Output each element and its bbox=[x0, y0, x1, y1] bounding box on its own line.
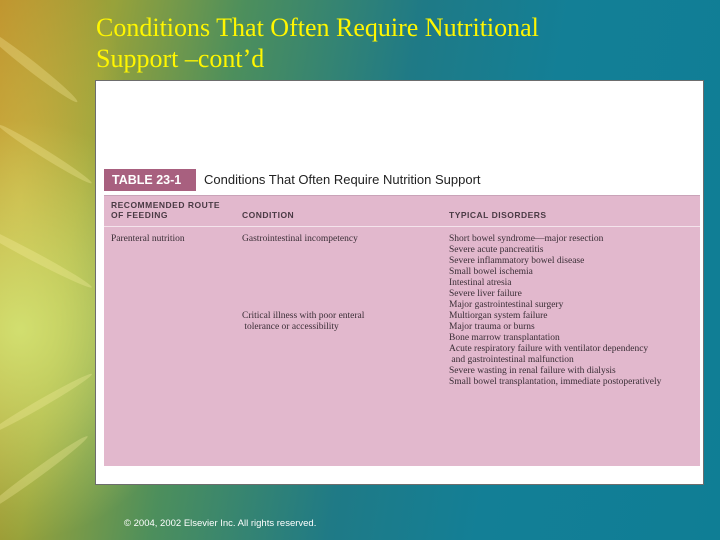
disorder-item: Short bowel syndrome—major resection bbox=[449, 234, 604, 244]
table-heading bbox=[104, 169, 700, 197]
disorder-item: Bone marrow transplantation bbox=[449, 333, 560, 343]
disorders-list bbox=[449, 234, 661, 388]
disorder-item: Major trauma or burns bbox=[449, 322, 535, 332]
disorder-item: Small bowel transplantation, immediate postoperatively bbox=[449, 377, 662, 387]
header-divider bbox=[104, 226, 700, 227]
copyright-notice: © 2004, 2002 Elsevier Inc. All rights reserved. bbox=[124, 518, 317, 529]
condition-cell-2 bbox=[242, 311, 364, 333]
column-header-route-line-2: OF FEEDING bbox=[111, 210, 168, 220]
table-body bbox=[104, 196, 700, 466]
condition-cell-2-line-2: tolerance or accessibility bbox=[242, 322, 339, 332]
column-header-disorders: TYPICAL DISORDERS bbox=[449, 210, 547, 220]
disorder-item: Acute respiratory failure with ventilator dependency bbox=[449, 344, 649, 354]
disorder-item: Severe acute pancreatitis bbox=[449, 245, 544, 255]
nutrition-support-table bbox=[104, 169, 700, 467]
slide-title-line-2: Support –cont’d bbox=[96, 44, 265, 73]
disorder-item: Severe inflammatory bowel disease bbox=[449, 256, 585, 266]
disorder-item: Severe wasting in renal failure with dialysis bbox=[449, 366, 616, 376]
slide-title-line-1: Conditions That Often Require Nutritional bbox=[96, 13, 539, 42]
condition-cell-2-line-1: Critical illness with poor enteral bbox=[242, 311, 365, 321]
disorder-item: Multiorgan system failure bbox=[449, 311, 548, 321]
table-image-panel bbox=[95, 80, 704, 485]
disorder-item: Small bowel ischemia bbox=[449, 267, 533, 277]
table-number: TABLE 23-1 bbox=[104, 169, 196, 191]
disorder-item: and gastrointestinal malfunction bbox=[449, 355, 574, 365]
disorder-item: Major gastrointestinal surgery bbox=[449, 300, 564, 310]
disorder-item: Severe liver failure bbox=[449, 289, 522, 299]
table-caption: Conditions That Often Require Nutrition Support bbox=[204, 172, 481, 187]
disorder-item: Intestinal atresia bbox=[449, 278, 512, 288]
slide-title bbox=[96, 12, 539, 74]
column-header-route bbox=[111, 200, 220, 220]
route-cell: Parenteral nutrition bbox=[111, 234, 185, 244]
column-header-condition: CONDITION bbox=[242, 210, 295, 220]
condition-cell-1: Gastrointestinal incompetency bbox=[242, 234, 358, 244]
column-header-route-line-1: RECOMMENDED ROUTE bbox=[111, 200, 221, 210]
